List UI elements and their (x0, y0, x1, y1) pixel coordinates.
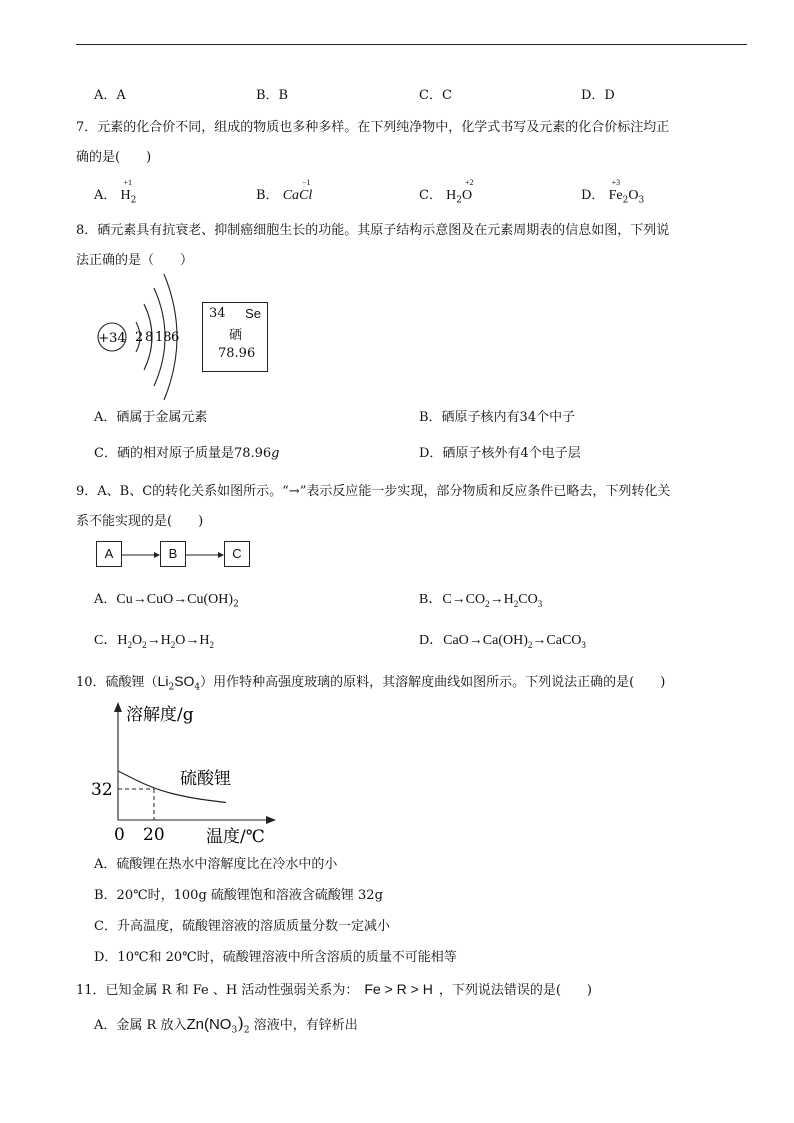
q10-option-c[interactable]: C．升高温度，硫酸锂溶液的溶质质量分数一定减小 (94, 919, 390, 934)
option-label: C． (94, 633, 118, 648)
atomic-number: 34 (209, 306, 226, 321)
x-axis-label: 温度/℃ (206, 827, 265, 846)
arrows (122, 549, 224, 561)
formula-part: Cu→CuO→Cu(OH) (116, 592, 234, 607)
q8-option-c[interactable] (94, 442, 280, 461)
shell-electrons: 6 (171, 330, 180, 345)
valence-mark: +3 (611, 178, 621, 187)
option-text: C．硒的相对原子质量是78.96 (94, 446, 272, 461)
formula-part: O (628, 188, 639, 203)
q10-option-b[interactable]: B．20℃时，100g 硫酸锂饱和溶液含硫酸锂 32g (94, 888, 383, 903)
formula-part: Li (157, 673, 169, 689)
formula-part: O (461, 188, 473, 203)
x-axis-arrow (266, 816, 276, 824)
q7-option-a[interactable] (94, 178, 137, 206)
unit-text: g (271, 446, 280, 461)
selenium-atom-diagram (92, 268, 192, 406)
q10-stem (76, 671, 665, 693)
formula-subscript: 2 (456, 195, 462, 206)
solubility-chart (88, 696, 288, 846)
formula-subscript: 2 (622, 195, 629, 206)
formula-subscript: 2 (243, 1025, 250, 1036)
stem-text: ）用作特种高强度玻璃的原料，其溶解度曲线如图所示。下列说法正确的是( ) (200, 675, 666, 690)
valence-mark: +2 (464, 178, 474, 187)
formula-subscript: 4 (194, 682, 201, 693)
option-text: A．金属 R 放入 (94, 1018, 187, 1033)
q9-option-a[interactable] (94, 588, 239, 610)
shell-electrons: 18 (155, 330, 172, 345)
valence-mark: −1 (302, 178, 311, 187)
box-a: A (96, 541, 122, 567)
q8-option-a[interactable]: A．硒属于金属元素 (94, 410, 208, 425)
q9-stem-line1: 9．A、B、C的转化关系如图所示。“→”表示反应能一步实现，部分物质和反应条件已略去，下列转化关 (76, 484, 671, 499)
box-b: B (160, 541, 186, 567)
option-label: D． (581, 188, 605, 203)
element-symbol: Se (245, 306, 261, 321)
valence-mark: +1 (123, 178, 133, 187)
formula-part: Ca (282, 188, 300, 203)
y-axis-label: 溶解度/g (126, 705, 194, 725)
stem-text: ，下列说法错误的是( ) (438, 983, 592, 998)
option-text: 溶液中，有锌析出 (249, 1018, 358, 1033)
q7-option-d[interactable] (581, 178, 645, 206)
q11-option-a[interactable] (94, 1014, 358, 1036)
formula-part: H (446, 188, 457, 203)
formula-part: Zn(NO (186, 1016, 232, 1033)
formula-part: ) (237, 1014, 244, 1034)
q11-stem (76, 979, 592, 998)
q6-option-d[interactable]: D．D (581, 88, 615, 103)
y-axis-arrow (114, 702, 122, 712)
stem-text: 10．硫酸锂（ (76, 675, 158, 690)
header-rule (76, 44, 747, 45)
q6-option-b[interactable]: B．B (256, 88, 289, 103)
series-label: 硫酸锂 (180, 769, 231, 789)
arrow-head (154, 552, 160, 558)
q8-option-d[interactable]: D．硒原子核外有4个电子层 (419, 446, 581, 461)
arrow-head (218, 552, 224, 558)
q8-stem-line2: 法正确的是（ ） (76, 253, 194, 268)
stem-text: 11．已知金属 R 和 Fe 、H 活动性强弱关系为： (76, 983, 359, 998)
q9-option-b[interactable]: B．$C\to CO_2\to H_2CO_3$ (419, 592, 543, 609)
q6-option-c[interactable]: C．C (419, 88, 452, 103)
formula-part: Fe (608, 188, 623, 203)
q6-option-a[interactable]: A．A (94, 88, 126, 103)
activity-relation: Fe > R > H (364, 981, 433, 997)
nucleus-charge: +34 (98, 331, 126, 346)
option-label: B． (256, 188, 279, 203)
q8-option-b[interactable]: B．硒原子核内有34个中子 (419, 410, 576, 425)
formula-subscript: 2 (130, 195, 137, 206)
formula-part: Cl (299, 188, 313, 203)
q9-stem-line2: 系不能实现的是( ) (76, 514, 204, 529)
option-label: B． (419, 592, 443, 607)
q10-option-d[interactable]: D．10℃和 20℃时，硫酸锂溶液中所含溶质的质量不可能相等 (94, 950, 457, 965)
formula-subscript: 3 (638, 195, 645, 206)
q7-stem-line2: 确的是( ) (76, 150, 152, 165)
formula-part: SO (174, 673, 195, 689)
option-label: C． (419, 188, 442, 203)
y-tick-label: 32 (91, 780, 113, 800)
option-label: A． (94, 188, 117, 203)
formula-subscript: 2 (168, 682, 175, 693)
atomic-mass: 78.96 (218, 346, 256, 361)
box-c: C (224, 541, 250, 567)
x-tick-label: 20 (143, 825, 165, 845)
q10-option-a[interactable]: A．硫酸锂在热水中溶解度比在冷水中的小 (94, 857, 338, 872)
shell-electrons: 2 (135, 330, 144, 345)
q7-stem-line1: 7．元素的化合价不同，组成的物质也多种多样。在下列纯净物中，化学式书写及元素的化合价标注均正 (76, 120, 670, 135)
element-name: 硒 (229, 328, 243, 343)
q8-stem-line1: 8．硒元素具有抗衰老、抑制癌细胞生长的功能。其原子结构示意图及在元素周期表的信息如图，下列说 (76, 223, 670, 238)
periodic-table-cell (202, 302, 268, 372)
q7-option-b[interactable] (256, 178, 313, 204)
q9-option-d[interactable]: D．$CaO\to Ca(OH)_2\to CaCO_3$ (419, 633, 586, 650)
q9-option-c[interactable]: C．$H_2O_2\to H_2O\to H_2$ (94, 633, 214, 650)
formula-part: H (120, 188, 131, 203)
formula-subscript: 3 (231, 1025, 238, 1036)
option-label: D． (419, 633, 444, 648)
option-label: A． (94, 592, 117, 607)
q7-option-c[interactable] (419, 178, 474, 206)
formula-subscript: 2 (233, 599, 239, 610)
shell-electrons: 8 (145, 330, 154, 345)
x-tick-label: 0 (114, 825, 125, 845)
